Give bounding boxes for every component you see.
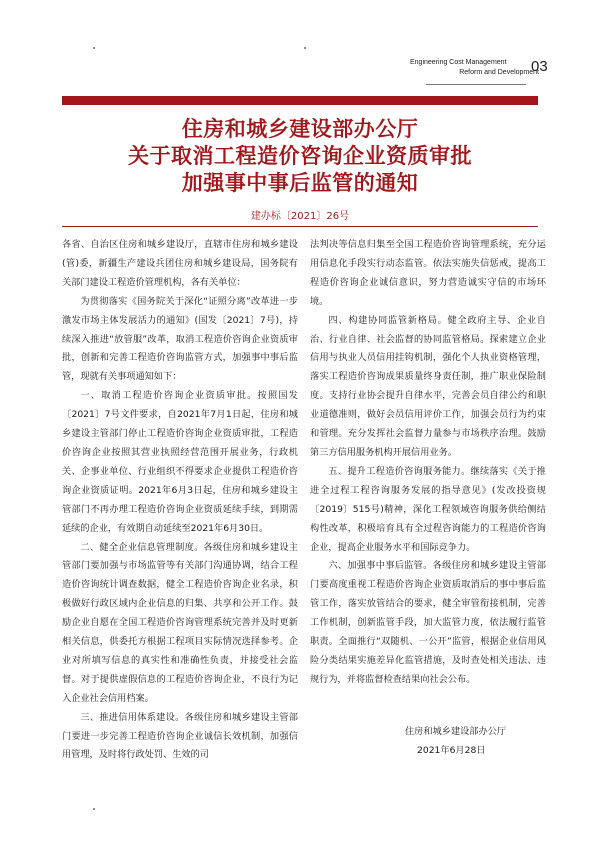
title-line-1: 住房和城乡建设部办公厅 (181, 117, 419, 141)
registration-dot (304, 47, 306, 49)
title-line-3: 加强事中事后监管的通知 (181, 171, 419, 195)
paragraph-addressees: 各省、自治区住房和城乡建设厅，直辖市住房和城乡建设(管)委，新疆生产建设兵团住房和城乡建设局，国务院有关部门建设工程造价管理机构，各有关单位： (62, 239, 298, 288)
journal-name-line2: Reform and Development (459, 69, 539, 76)
registration-dot (93, 47, 95, 49)
document-number-divider (62, 226, 538, 227)
signature-block (310, 723, 546, 761)
journal-name-line1: Engineering Cost Management (410, 59, 507, 66)
issue-date: 2021年6月28日 (417, 744, 486, 756)
header-divider (426, 84, 526, 85)
journal-header (410, 58, 545, 78)
paragraph-section-2: 二、健全企业信息管理制度。各级住房和城乡建设主管部门要加强与市场监管等有关部门沟通协调，结合工程造价咨询统计调查数据，健全工程造价咨询企业名录，积极做好行政区域内企业信息的归集、共享和公开工作。鼓励企业自愿在全国工程造价咨询管理系统完善并及时更新相关信息，供委托方根据工程项目实际情况选择参考。企业对所填写信息的真实性和准确性负责，并接受社会监督。对于提供虚假信息的工程造价咨询企业，不良行为记入企业社会信用档案。 (62, 541, 298, 704)
paragraph-preamble: 为贯彻落实《国务院关于深化“证照分离”改革进一步激发市场主体发展活力的通知》(国发〔2021〕7号)，持续深入推进“放管服”改革，取消工程造价咨询企业资质审批，创新和完善工程造价咨询监管方式，加强事中事后监管，现就有关事项通知如下： (62, 295, 298, 383)
body-column-right (310, 236, 546, 690)
paragraph-section-1: 一、取消工程造价咨询企业资质审批。按照国发〔2021〕7号文件要求，自2021年7月1日起，住房和城乡建设主管部门停止工程造价咨询企业资质审批，工程造价咨询企业按照其营业执照经营范围开展业务，行政机关、企事业单位、行业组织不得要求企业提供工程造价咨询企业资质证明。2021年6月3日起，住房和城乡建设主管部门不再办理工程造价咨询企业资质延续手续，到期需延续的企业，有效期自动延续至2021年6月30日。 (62, 390, 298, 534)
paragraph-section-4: 四、构建协同监管新格局。健全政府主导、企业自治、行业自律、社会监督的协同监管格局。探索建立企业信用与执业人员信用挂钩机制，强化个人执业资格管理，落实工程造价咨询成果质量终身责任制，推广职业保险制度。支持行业协会提升自律水平，完善会员自律公约和职业道德准则，做好会员信用评价工作，加强会员行为约束和管理。充分发挥社会监督力量参与市场秩序治理。鼓励第三方信用服务机构开展信用业务。 (310, 314, 546, 458)
paragraph-section-3: 三、推进信用体系建设。各级住房和城乡建设主管部门要进一步完善工程造价咨询企业诚信长效机制，加强信用管理，及时将行政处罚、生效的司 (62, 711, 298, 761)
body-column-left (62, 236, 298, 765)
document-number: 建办标〔2021〕26号 (250, 211, 350, 222)
notice-title (62, 116, 538, 197)
paragraph-section-6: 六、加强事中事后监管。各级住房和城乡建设主管部门要高度重视工程造价咨询企业资质取消后的事中事后监管工作，落实放管结合的要求，健全审管衔接机制，完善工作机制，创新监管手段，加大监管力度，依法履行监管职责。全面推行“双随机、一公开”监管，根据企业信用风险分类结果实施差异化监管措施，及时查处相关违法、违规行为，并将监督检查结果向社会公布。 (310, 560, 546, 685)
page-number: 03 (531, 58, 548, 75)
title-decorative-bar (62, 96, 538, 105)
paragraph-section-5: 五、提升工程造价咨询服务能力。继续落实《关于推进全过程工程咨询服务发展的指导意见》(发改投资规〔2019〕515号)精神，深化工程领域咨询服务供给侧结构性改革，积极培育具有全过程咨询能力的工程造价咨询企业，提高企业服务水平和国际竞争力。 (310, 465, 546, 553)
issuing-organization: 住房和城乡建设部办公厅 (405, 726, 507, 737)
paragraph-section-3-continued: 法判决等信息归集至全国工程造价咨询管理系统，充分运用信息化手段实行动态监管。依法实施失信惩戒，提高工程造价咨询企业诚信意识，努力营造诚实守信的市场环境。 (310, 239, 546, 307)
title-line-2: 关于取消工程造价咨询企业资质审批 (128, 144, 472, 168)
registration-dot (93, 808, 95, 810)
